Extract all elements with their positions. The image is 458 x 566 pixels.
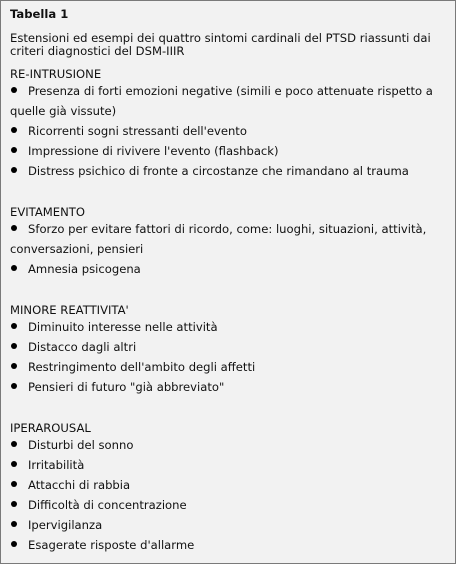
list-item-text: Pensieri di futuro "già abbreviato" [28,380,225,394]
bullet-icon [11,87,17,93]
list-item [10,535,450,555]
table-intro [10,32,450,58]
list-item [10,357,450,377]
bullet-icon [11,501,17,507]
bullet-icon [11,343,17,349]
list-item [10,377,450,397]
list-item [10,435,450,455]
bullet-icon [11,541,17,547]
bullet-icon [11,323,17,329]
list-item-text: Irritabilità [28,458,85,472]
list-item [10,475,450,495]
section-heading-iperarousal: IPERAROUSAL [10,421,91,435]
list-item [10,219,450,239]
list-item [10,161,450,181]
section-heading-minore-reattivita: MINORE REATTIVITA' [10,303,129,317]
list-item [10,495,450,515]
bullet-icon [11,147,17,153]
bullet-icon [11,383,17,389]
section-gap [10,397,450,411]
list-item [10,317,450,337]
list-item-text: Distress psichico di fronte a circostanze che rimandano al trauma [28,164,409,178]
intro-line: criteri diagnostici del DSM-IIIR [10,44,185,58]
table-title: Tabella 1 [10,7,69,21]
list-item-text: Disturbi del sonno [28,438,134,452]
list-item-text: Restringimento dell'ambito degli affetti [28,360,256,374]
list-item-text: conversazioni, pensieri [10,242,144,256]
list-item-text: Esagerate risposte d'allarme [28,538,195,552]
intro-line: Estensioni ed esempi dei quattro sintomi cardinali del PTSD riassunti dai [10,31,431,45]
bullet-icon [11,481,17,487]
list-item [10,259,450,279]
list-item-text: quelle già vissute) [10,104,117,118]
list-item-continuation [10,101,450,121]
list-item-text: Diminuito interesse nelle attività [28,320,218,334]
bullet-icon [11,127,17,133]
list-item-text: Presenza di forti emozioni negative (simili e poco attenuate rispetto a [28,84,433,98]
list-item [10,515,450,535]
list-item-continuation [10,239,450,259]
list-item-text: Ipervigilanza [28,518,103,532]
list-item-text: Distacco dagli altri [28,340,137,354]
section-gap [10,181,450,195]
list-item-text: Sforzo per evitare fattori di ricordo, come: luoghi, situazioni, attività, [28,222,427,236]
section-gap [10,279,450,293]
section-heading-re-intrusione: RE-INTRUSIONE [10,67,102,81]
list-item [10,455,450,475]
table-content [10,6,450,555]
bullet-icon [11,441,17,447]
section-list-re-intrusione [10,81,450,181]
list-item [10,81,450,101]
list-item-text: Difficoltà di concentrazione [28,498,187,512]
bullet-icon [11,363,17,369]
list-item [10,141,450,161]
list-item-text: Amnesia psicogena [28,262,141,276]
list-item [10,337,450,357]
list-item [10,121,450,141]
section-list-iperarousal [10,435,450,555]
bullet-icon [11,167,17,173]
bullet-icon [11,461,17,467]
section-list-minore-reattivita [10,317,450,397]
list-item-text: Attacchi di rabbia [28,478,131,492]
list-item-text: Impressione di rivivere l'evento (flashback) [28,144,279,158]
section-list-evitamento [10,219,450,279]
bullet-icon [11,225,17,231]
bullet-icon [11,521,17,527]
section-heading-evitamento: EVITAMENTO [10,205,85,219]
bullet-icon [11,265,17,271]
list-item-text: Ricorrenti sogni stressanti dell'evento [28,124,247,138]
